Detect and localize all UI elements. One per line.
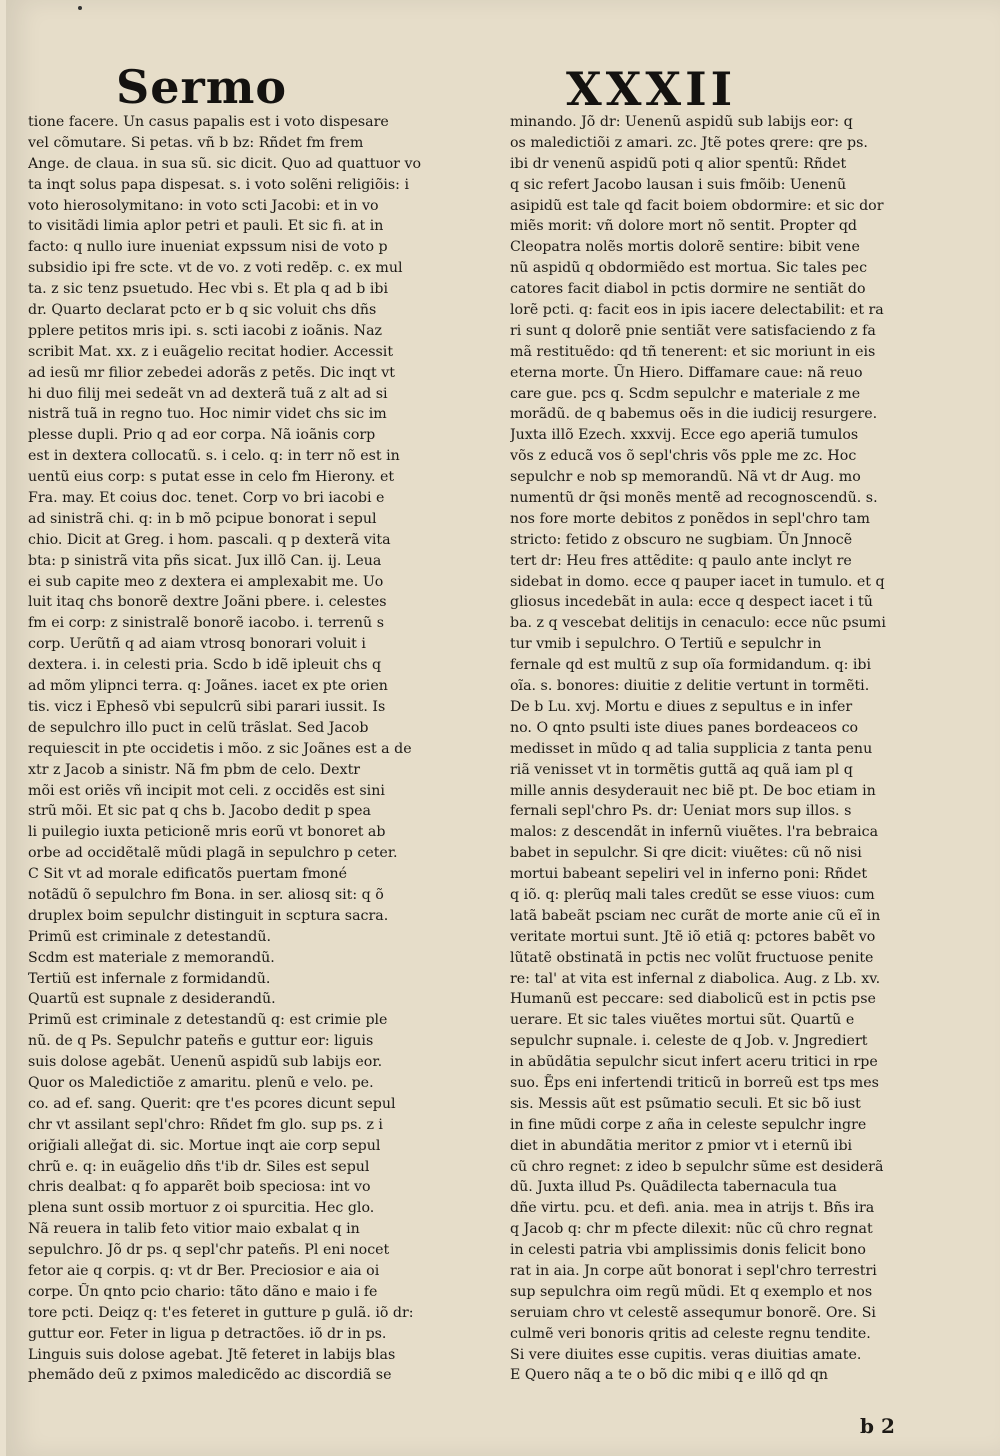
text-line: võs z educã vos õ sepl'chris võs pple me zc. Hoc (510, 448, 857, 465)
text-line: tione facere. Un casus papalis est i voto dispesare (28, 114, 389, 130)
text-line: ad iesũ mr filior zebedei adorãs z petẽs. Dic inqt vt (28, 364, 395, 381)
text-line: sup sepulchra oim regũ mũdi. Et q exemplo et nos (510, 1283, 873, 1300)
text-line: fernali sepl'chro Ps. dr: Ueniat mors sup illos. s (510, 803, 852, 820)
text-line: de sepulchro illo puct in celũ trãslat. Sed Jacob (28, 719, 369, 736)
text-line: phemãdo deũ z pximos maledicẽdo ac discordiã se (28, 1367, 392, 1384)
text-line: nũ. de q Ps. Sepulchr pateñs e guttur eor: liguis (28, 1033, 374, 1050)
text-line: chr vt assilant sepl'chro: Rñdet fm glo. sup ps. z i (28, 1116, 383, 1133)
text-line: oriğiali alleğat di. sic. Mortue inqt aie corp sepul (28, 1137, 381, 1154)
text-line: tert dr: Heu fres attẽdite: q paulo ante inclyt re (510, 552, 852, 569)
text-line: fetor aie q corpis. q: vt dr Ber. Preciosior e aia oi (28, 1262, 380, 1279)
text-line: E Quero nãq a te o bõ dic mibi q e illõ qd qn (510, 1367, 829, 1384)
text-line: veritate mortui sunt. Jtẽ iõ etiã q: pctores babẽt vo (510, 928, 876, 945)
text-line: Si vere diuites esse cupitis. veras diuitias amate. (510, 1346, 862, 1363)
text-line: facto: q nullo iure inueniat expssum nisi de voto p (28, 239, 388, 256)
text-line: ri sunt q dolorẽ pnie sentiãt vere satisfaciendo z fa (510, 322, 876, 339)
text-line: uerare. Et sic tales viuẽtes mortui sũt. Quartũ e (510, 1012, 855, 1029)
text-line: ibi dr venenũ aspidũ poti q alior spentũ: Rñdet (510, 155, 847, 172)
text-line: orbe ad occidẽtalẽ mũdi plagã in sepulchro p ceter. (28, 845, 398, 862)
text-line: tore pcti. Deiqz q: t'es feteret in gutture p gulã. iõ dr: (28, 1304, 414, 1321)
text-line: mõi est oriẽs vñ incipit mot celi. z occidẽs est sini (28, 782, 385, 799)
text-line: nũ aspidũ q obdormiẽdo est mortua. Sic tales pec (510, 260, 868, 277)
text-line: plena sunt ossib mortuor z oi spurcitia. Hec glo. (28, 1200, 375, 1217)
text-line: in fine mũdi corpe z aña in celeste sepulchr ingre (510, 1116, 867, 1133)
left-text-column (28, 112, 484, 1386)
text-line: babet in sepulchr. Si qre dicit: viuẽtes: cũ nõ nisi (510, 845, 862, 862)
text-line: fm ei corp: z sinistralẽ bonorẽ iacobo. i. terrenũ s (28, 615, 384, 632)
text-line: ba. z q vescebat delitijs in cenaculo: ecce nũc psumi (510, 615, 886, 632)
text-line: ta. z sic tenz psuetudo. Hec vbi s. Et pla q ad b ibi (28, 281, 389, 298)
text-line: requiescit in pte occidetis i mõo. z sic Joãnes est a de (28, 740, 412, 757)
text-line: chio. Dicit at Greg. i hom. pascali. q p dexterã vita (28, 531, 391, 548)
text-line: morãdũ. de q babemus oẽs in die iudicij resurgere. (510, 406, 878, 423)
text-line: Ange. de claua. in sua sũ. sic dicit. Quo ad quattuor vo (28, 155, 422, 172)
text-line: sepulchr supnale. i. celeste de q Job. v. Jngrediert (510, 1033, 868, 1050)
text-line: notãdũ õ sepulchro fm Bona. in ser. aliosq sit: q õ (28, 886, 384, 903)
text-line: sidebat in domo. ecce q pauper iacet in tumulo. et q (510, 573, 885, 590)
text-line: Linguis suis dolose agebat. Jtẽ feteret in labijs blas (28, 1346, 396, 1363)
text-line: Primũ est criminale z detestandũ. (28, 928, 272, 945)
text-line: voto hierosolymitano: in voto scti Jacobi: et in vo (28, 197, 379, 214)
text-line: diet in abundãtia meritor z pmior vt i eternũ ibi (510, 1137, 853, 1154)
text-line: q iõ. q: plerũq mali tales credũt se esse viuos: cum (510, 886, 875, 903)
text-line: est in dextera collocatũ. s. i celo. q: in terr nõ est in (28, 448, 400, 465)
text-line: luit itaq chs bonorẽ dextre Joãni pbere. i. celestes (28, 594, 387, 611)
text-line: guttur eor. Feter in ligua p detractões. iõ dr in ps. (28, 1325, 387, 1342)
text-line: ta inqt solus papa dispesat. s. i voto solẽni religiõis: i (28, 176, 410, 193)
text-line: minando. Jõ dr: Uenenũ aspidũ sub labijs eor: q (510, 114, 853, 130)
text-line: Scdm est materiale z memorandũ. (28, 949, 275, 966)
right-text-column (510, 112, 990, 1386)
text-line: dñe virtu. pcu. et defi. ania. mea in atrijs t. Bñs ira (510, 1200, 875, 1217)
text-line: lũtatẽ obstinatã in pctis nec volũt fructuose penite (510, 949, 874, 966)
text-line: oĩa. s. bonores: diuitie z delitie vertunt in tormẽti. (510, 678, 870, 695)
text-line: eterna morte. Ũn Hiero. Diffamare caue: nã reuo (510, 364, 863, 381)
text-line: sis. Messis aũt est psũmatio seculi. Et sic bõ iust (510, 1095, 861, 1112)
text-line: Fra. may. Et coius doc. tenet. Corp vo bri iacobi e (28, 490, 385, 507)
text-line: re: tal' at vita est infernal z diabolica. Aug. z Lb. xv. (510, 970, 881, 987)
text-line: sepulchr e nob sp memorandũ. Nã vt dr Aug. mo (510, 469, 861, 486)
text-line: asipidũ est tale qd facit boiem obdormire: et sic dor (510, 197, 884, 214)
text-line: q sic refert Jacobo lausan i suis fmõib: Uenenũ (510, 176, 847, 193)
text-line: to visitãdi limia aplor petri et pauli. Et sic fi. at in (28, 218, 384, 235)
text-line: dextera. i. in celesti pria. Scdo b idẽ ipleuit chs q (28, 657, 382, 674)
text-line: rat in aia. Jn corpe aũt bonorat i sepl'chro terrestri (510, 1262, 877, 1279)
text-line: Juxta illõ Ezech. xxxvij. Ecce ego aperiã tumulos (510, 427, 859, 444)
text-line: suo. Ẽps eni infertendi triticũ in borreũ est tps mes (510, 1074, 879, 1091)
text-line: Humanũ est peccare: sed diabolicũ est in pctis pse (510, 991, 876, 1008)
text-line: mortui babeant sepeliri vel in inferno poni: Rñdet (510, 866, 868, 883)
ink-speck (78, 6, 82, 10)
text-line: dr. Quarto declarat pcto er b q sic voluit chs dñs (28, 302, 377, 319)
text-line: nistrã tuã in regno tuo. Hoc nimir videt chs sic im (28, 406, 387, 423)
signature-mark: b 2 (860, 1414, 895, 1438)
text-line: mille annis desyderauit nec biẽ pt. De boc etiam in (510, 782, 876, 799)
text-line: cũ chro regnet: z ideo b sepulchr sũme est desiderã (510, 1158, 884, 1175)
text-line: no. O qnto psulti iste diues panes bordeaceos co (510, 719, 859, 736)
text-line: plesse dupli. Prio q ad eor corpa. Nã ioãnis corp (28, 427, 376, 444)
text-line: q Jacob q: chr m pfecte dilexit: nũc cũ chro regnat (510, 1221, 873, 1238)
text-line: mã restituẽdo: qd tñ tenerent: et sic moriunt in eis (510, 343, 876, 360)
text-line: care gue. pcs q. Scdm sepulchr e materiale z me (510, 385, 861, 402)
text-line: suis dolose agebãt. Uenenũ aspidũ sub labijs eor. (28, 1054, 383, 1071)
text-line: os maledictiõi z amari. zc. Jtẽ potes qrere: qre ps. (510, 134, 868, 151)
text-line: chris dealbat: q fo apparẽt boib speciosa: int vo (28, 1179, 371, 1196)
text-line: scribit Mat. xx. z i euãgelio recitat hodier. Accessit (28, 343, 394, 360)
text-line: lorẽ pcti. q: facit eos in ipis iacere delectabilit: et ra (510, 302, 884, 319)
text-line: tis. vicz i Ephesõ vbi sepulcrũ sibi parari iussit. Is (28, 698, 386, 715)
text-line: vel cõmutare. Si petas. vñ b bz: Rñdet fm frem (28, 134, 364, 151)
text-line: ei sub capite meo z dextera ei amplexabit me. Uo (28, 573, 384, 590)
text-line: in celesti patria vbi amplissimis donis felicit bono (510, 1242, 866, 1259)
text-line: ad mõm ylipnci terra. q: Joãnes. iacet ex pte orien (28, 678, 388, 695)
text-line: Quartũ est supnale z desiderandũ. (28, 991, 276, 1008)
folio-number: XXXII (566, 62, 737, 116)
text-line: fernale qd est multũ z sup oĩa formidandum. q: ibi (510, 657, 872, 674)
text-line: tur vmib i sepulchro. O Tertiũ e sepulchr in (510, 636, 822, 653)
text-line: C Sit vt ad morale edificatõs puertam fmoné (28, 866, 348, 883)
text-line: li puilegio iuxta peticionẽ mris eorũ vt bonoret ab (28, 824, 386, 841)
text-line: strũ mõi. Et sic pat q chs b. Jacobo dedit p spea (28, 803, 372, 820)
text-line: numentũ dr q̃si monẽs mentẽ ad recognoscendũ. s. (510, 490, 878, 507)
text-line: dũ. Juxta illud Ps. Quãdilecta tabernacula tua (510, 1179, 837, 1196)
text-line: chrũ e. q: in euãgelio dñs t'ib dr. Siles est sepul (28, 1158, 370, 1175)
text-line: latã babeãt psciam nec curãt de morte anie cũ eĩ in (510, 907, 881, 924)
text-line: bta: p sinistrã vita pñs sicat. Jux illõ Can. ij. Leua (28, 552, 382, 569)
text-line: nos fore morte debitos z ponẽdos in sepl'chro tam (510, 510, 870, 527)
text-line: hi duo filij mei sedeãt vn ad dexterã tuã z alt ad si (28, 385, 388, 402)
text-line: uentũ eius corp: s putat esse in celo fm Hierony. et (28, 469, 395, 486)
text-line: sepulchro. Jõ dr ps. q sepl'chr pateñs. Pl eni nocet (28, 1242, 390, 1259)
text-line: Cleopatra nolẽs mortis dolorẽ sentire: bibit vene (510, 239, 860, 256)
text-line: riã venisset vt in tormẽtis guttã aq quã iam pl q (510, 761, 853, 778)
text-line: medisset in mũdo q ad talia supplicia z tanta penu (510, 740, 873, 757)
text-line: seruiam chro vt celestẽ assequmur bonorẽ. Ore. Si (510, 1304, 876, 1321)
text-line: druplex boim sepulchr distinguit in scptura sacra. (28, 907, 389, 924)
text-line: catores facit diabol in pctis dormire ne sentiãt do (510, 281, 866, 298)
text-line: xtr z Jacob a sinistr. Nã fm pbm de celo. Dextr (28, 761, 361, 778)
text-line: Quor os Maledictiõe z amaritu. plenũ e velo. pe. (28, 1074, 374, 1091)
text-line: in abũdãtia sepulchr sicut infert aceru tritici in rpe (510, 1054, 878, 1071)
text-line: miẽs morit: vñ dolore mort nõ sentit. Propter qd (510, 218, 857, 235)
text-line: Nã reuera in talib feto vitior maio exbalat q in (28, 1221, 360, 1238)
text-line: subsidio ipi fre scte. vt de vo. z voti redẽp. c. ex mul (28, 260, 403, 277)
text-line: co. ad ef. sang. Querit: qre t'es pcores dicunt sepul (28, 1095, 396, 1112)
text-line: corp. Uerũtñ q ad aiam vtrosq bonorari voluit i (28, 636, 366, 653)
text-line: culmẽ veri bonoris qritis ad celeste regnu tendite. (510, 1325, 871, 1342)
text-line: stricto: fetido z obscuro ne sugbiam. Ũn Jnnocẽ (510, 531, 853, 548)
running-head-left: Sermo (116, 60, 288, 114)
text-line: gliosus incedebãt in aula: ecce q despect iacet i tũ (510, 594, 873, 611)
text-line: malos: z descendãt in infernũ viuẽtes. l'ra bebraica (510, 824, 879, 841)
text-line: ad sinistrã chi. q: in b mõ pcipue bonorat i sepul (28, 510, 377, 527)
text-line: corpe. Ũn qnto pcio chario: tãto dãno e maio i fe (28, 1283, 378, 1300)
text-line: Primũ est criminale z detestandũ q: est crimie ple (28, 1012, 388, 1029)
text-line: pplere petitos mris ipi. s. scti iacobi z ioãnis. Naz (28, 322, 383, 339)
text-line: Tertiũ est infernale z formidandũ. (28, 970, 271, 987)
text-line: De b Lu. xvj. Mortu e diues z sepultus e in infer (510, 698, 853, 715)
